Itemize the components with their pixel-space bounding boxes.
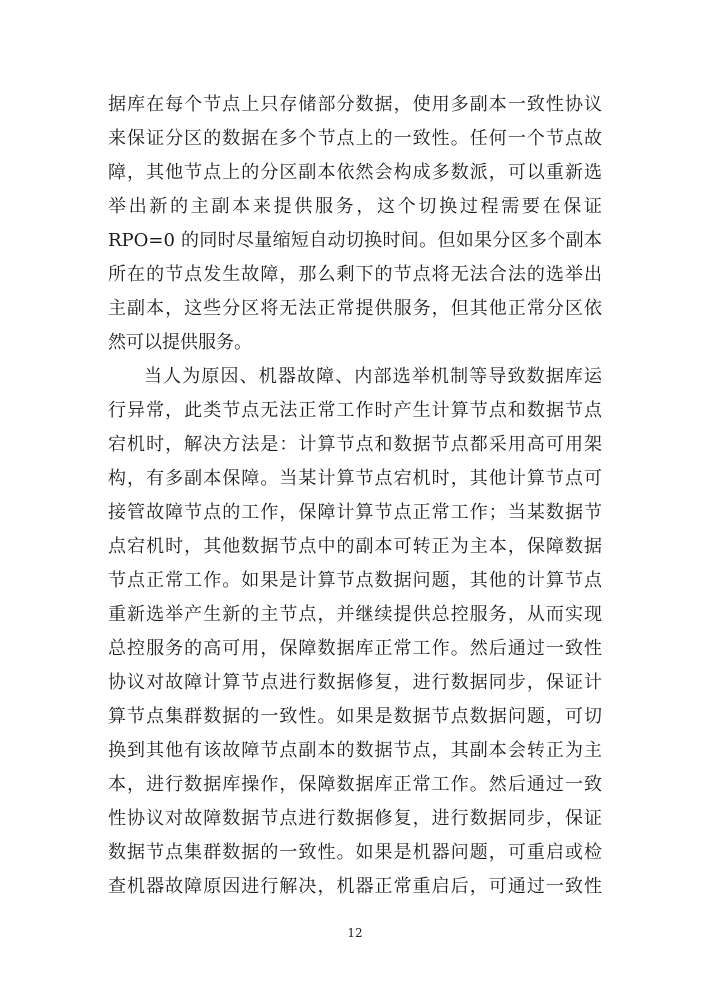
page-number: 12: [347, 926, 363, 940]
text-line: 行异常，此类节点无法正常工作时产生计算节点和数据节点: [108, 400, 602, 421]
text-line: 点宕机时，其他数据节点中的副本可转正为主本，保障数据: [108, 536, 602, 557]
text-line: 所在的节点发生故障，那么剩下的节点将无法合法的选举出: [108, 264, 602, 285]
text-line: 构，有多副本保障。当某计算节点宕机时，其他计算节点可: [108, 468, 602, 489]
text-line: 当人为原因、机器故障、内部选举机制等导致数据库运: [144, 366, 602, 387]
text-line: 换到其他有该故障节点副本的数据节点，其副本会转正为主: [108, 740, 602, 761]
text-line: 举出新的主副本来提供服务，这个切换过程需要在保证: [108, 196, 602, 217]
text-line: 性协议对故障数据节点进行数据修复，进行数据同步，保证: [108, 808, 602, 829]
body-text: [108, 88, 602, 904]
text-line: 来保证分区的数据在多个节点上的一致性。任何一个节点故: [108, 128, 602, 149]
text-line: 宕机时，解决方法是：计算节点和数据节点都采用高可用架: [108, 434, 602, 455]
text-line: 查机器故障原因进行解决，机器正常重启后，可通过一致性: [108, 876, 602, 897]
text-line: 障，其他节点上的分区副本依然会构成多数派，可以重新选: [108, 162, 602, 183]
text-line: 接管故障节点的工作，保障计算节点正常工作；当某数据节: [108, 502, 602, 523]
paragraph-2: [108, 360, 602, 904]
text-line: 节点正常工作。如果是计算节点数据问题，其他的计算节点: [108, 570, 602, 591]
text-line: 重新选举产生新的主节点，并继续提供总控服务，从而实现: [108, 604, 602, 625]
text-line: 总控服务的高可用，保障数据库正常工作。然后通过一致性: [108, 638, 602, 659]
text-line: 数据节点集群数据的一致性。如果是机器问题，可重启或检: [108, 842, 602, 863]
text-line: 本，进行数据库操作，保障数据库正常工作。然后通过一致: [108, 774, 602, 795]
text-line: 协议对故障计算节点进行数据修复，进行数据同步，保证计: [108, 672, 602, 693]
text-line: 然可以提供服务。: [108, 332, 252, 353]
text-line: 算节点集群数据的一致性。如果是数据节点数据问题，可切: [108, 706, 602, 727]
text-line: 据库在每个节点上只存储部分数据，使用多副本一致性协议: [108, 94, 602, 115]
text-line: 主副本，这些分区将无法正常提供服务，但其他正常分区依: [108, 298, 602, 319]
text-line: RPO=0 的同时尽量缩短自动切换时间。但如果分区多个副本: [108, 230, 602, 251]
paragraph-1: [108, 88, 602, 360]
